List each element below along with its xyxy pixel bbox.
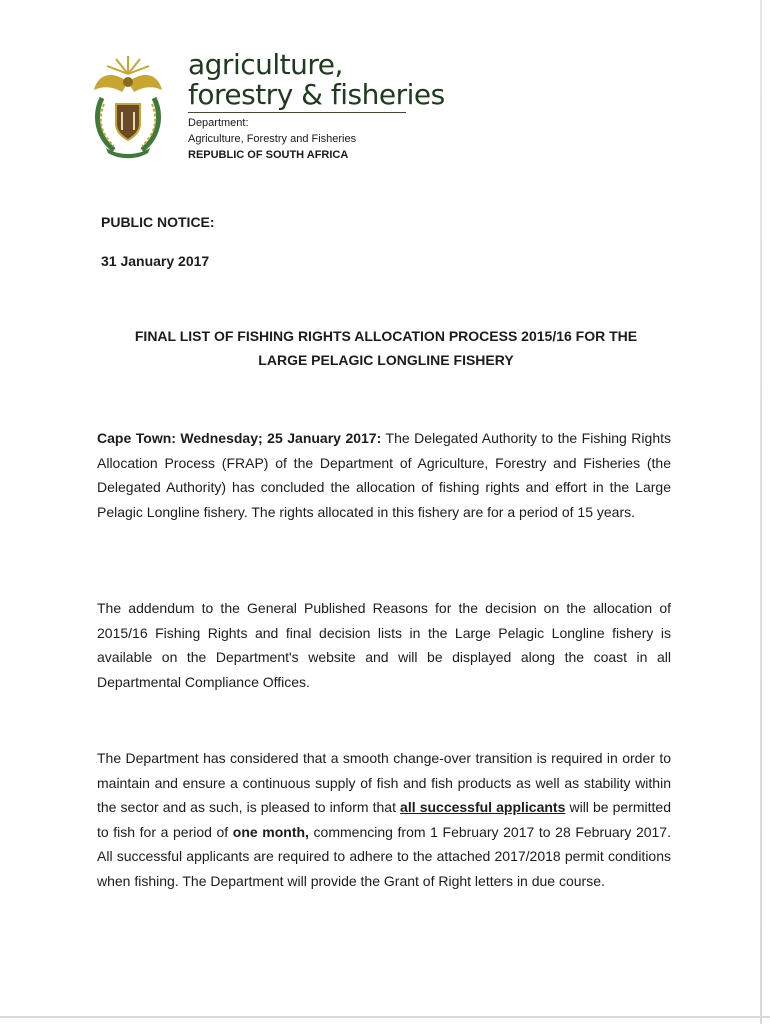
brand-divider (188, 112, 406, 113)
emphasis-successful-applicants: all successful applicants (400, 799, 566, 815)
paragraph-announcement (97, 426, 671, 524)
paragraph-text: The addendum to the General Published Reasons for the decision on the allocation of 2015/16 Fishing Rights and final decision lists in the Large Pelagic Longline fishery is available on the Department's website and will be displayed along the coast in all Departmental Compliance Offices. (97, 600, 671, 690)
paragraph-text: will be permitted to fish for a period of (97, 799, 671, 840)
paragraph-text: The Department has considered that a smooth change-over transition is required in order to maintain and ensure a continuous supply of fish and fish products as well as stability within the sector and as such, is pleased to inform that (97, 750, 671, 815)
notice-date: 31 January 2017 (101, 253, 210, 269)
paragraph-text: commencing from 1 February 2017 to 28 February 2017. All successful applicants are required to adhere to the attached 2017/2018 permit conditions when fishing. The Department will provide the Grant of Right letters in due course. (97, 823, 671, 889)
coat-of-arms-icon (88, 52, 168, 160)
scan-edge-bottom (0, 1016, 770, 1018)
paragraph-transition (97, 746, 671, 893)
brand-title-line1: agriculture, (188, 48, 343, 81)
notice-label: PUBLIC NOTICE: (101, 214, 215, 230)
paragraph-addendum (97, 596, 671, 694)
department-label: Department: (188, 117, 249, 129)
notice-title-line1: FINAL LIST OF FISHING RIGHTS ALLOCATION PROCESS 2015/16 FOR THE (134, 328, 638, 344)
department-name: Agriculture, Forestry and Fisheries (188, 133, 357, 145)
scan-edge-right (760, 0, 762, 1024)
notice-title (100, 324, 672, 372)
brand-title-line2: forestry & fisheries (188, 78, 445, 111)
country-name: REPUBLIC OF SOUTH AFRICA (188, 149, 349, 161)
paragraph-lead: Cape Town: Wednesday; 25 January 2017: (97, 430, 382, 446)
emphasis-one-month: one month, (232, 823, 309, 840)
paragraph-text: The Delegated Authority to the Fishing Rights Allocation Process (FRAP) of the Department of Agriculture, Forestry and Fisheries (the Delegated Authority) has concluded the allocation of fishing rights and effort in the Large Pelagic Longline fishery. The rights allocated in this fishery are for a period of 15 years. (97, 430, 671, 520)
notice-title-line2: LARGE PELAGIC LONGLINE FISHERY (258, 352, 514, 368)
